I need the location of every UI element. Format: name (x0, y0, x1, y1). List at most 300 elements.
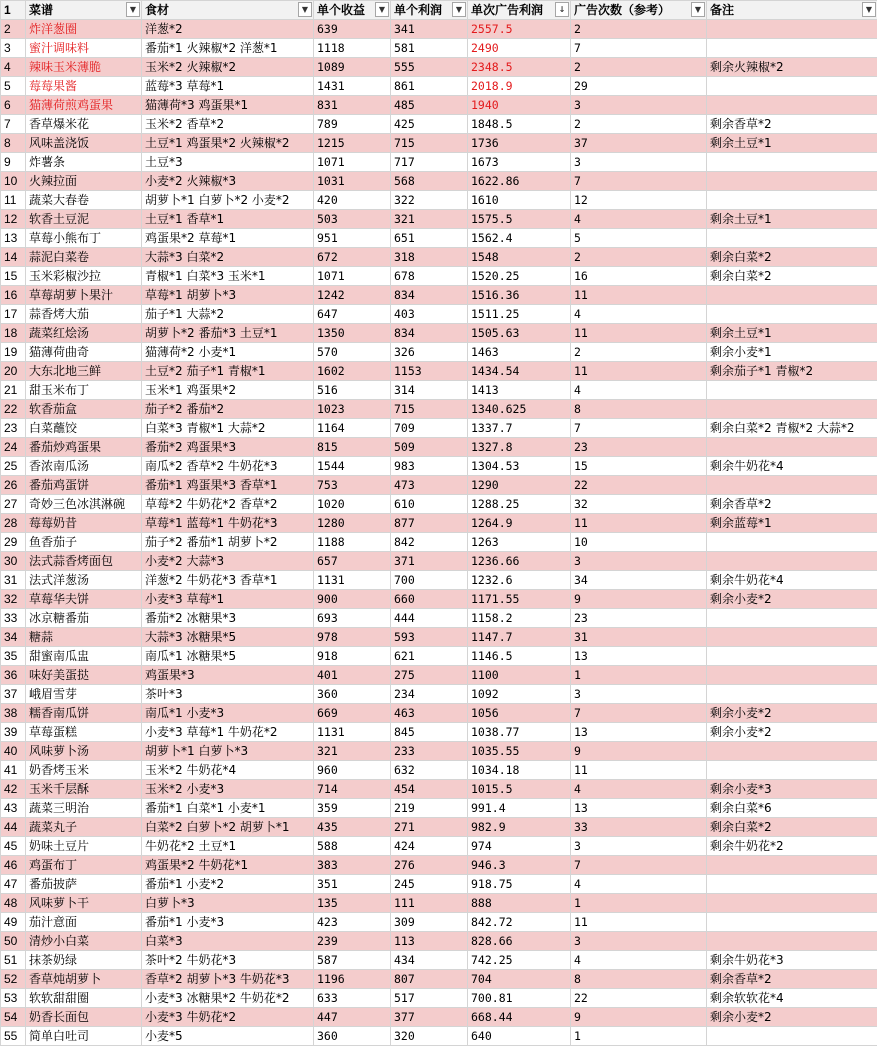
cell-revenue[interactable]: 960 (314, 761, 391, 780)
cell-dish[interactable]: 简单白吐司 (26, 1027, 142, 1046)
cell-profit[interactable]: 593 (391, 628, 468, 647)
cell-ingredients[interactable]: 胡萝卜*1 白萝卜*2 小麦*2 (142, 191, 314, 210)
cell-dish[interactable]: 番茄披萨 (26, 875, 142, 894)
cell-revenue[interactable]: 503 (314, 210, 391, 229)
cell-dish[interactable]: 玉米千层酥 (26, 780, 142, 799)
cell-dish[interactable]: 鸡蛋布丁 (26, 856, 142, 875)
cell-ad-count[interactable]: 34 (571, 571, 707, 590)
cell-dish[interactable]: 软香茄盒 (26, 400, 142, 419)
column-header-ad-profit[interactable] (468, 1, 571, 20)
cell-dish[interactable]: 白菜蘸饺 (26, 419, 142, 438)
cell-revenue[interactable]: 951 (314, 229, 391, 248)
cell-profit[interactable]: 275 (391, 666, 468, 685)
cell-revenue[interactable]: 669 (314, 704, 391, 723)
cell-note[interactable] (707, 438, 877, 457)
cell-profit[interactable]: 454 (391, 780, 468, 799)
cell-ad-profit[interactable]: 2348.5 (468, 58, 571, 77)
cell-dish[interactable]: 法式洋葱汤 (26, 571, 142, 590)
cell-dish[interactable]: 冰京糖番茄 (26, 609, 142, 628)
cell-ingredients[interactable]: 小麦*2 大蒜*3 (142, 552, 314, 571)
cell-note[interactable] (707, 932, 877, 951)
cell-profit[interactable]: 276 (391, 856, 468, 875)
cell-ingredients[interactable]: 南瓜*2 香草*2 牛奶花*3 (142, 457, 314, 476)
cell-ad-profit[interactable]: 1263 (468, 533, 571, 552)
cell-dish[interactable]: 奶味土豆片 (26, 837, 142, 856)
filter-dropdown-icon[interactable]: ▼ (691, 2, 705, 17)
cell-profit[interactable]: 377 (391, 1008, 468, 1027)
cell-note[interactable] (707, 685, 877, 704)
cell-ad-count[interactable]: 5 (571, 229, 707, 248)
cell-revenue[interactable]: 900 (314, 590, 391, 609)
cell-note[interactable]: 剩余牛奶花*4 (707, 457, 877, 476)
cell-profit[interactable]: 371 (391, 552, 468, 571)
cell-note[interactable] (707, 96, 877, 115)
cell-profit[interactable]: 983 (391, 457, 468, 476)
cell-ad-profit[interactable]: 1511.25 (468, 305, 571, 324)
cell-revenue[interactable]: 516 (314, 381, 391, 400)
cell-dish[interactable]: 蔬菜红烩汤 (26, 324, 142, 343)
cell-revenue[interactable]: 978 (314, 628, 391, 647)
cell-profit[interactable]: 271 (391, 818, 468, 837)
cell-ad-profit[interactable]: 1736 (468, 134, 571, 153)
cell-revenue[interactable]: 1131 (314, 571, 391, 590)
cell-profit[interactable]: 403 (391, 305, 468, 324)
cell-note[interactable]: 剩余火辣椒*2 (707, 58, 877, 77)
cell-ingredients[interactable]: 草莓*1 胡萝卜*3 (142, 286, 314, 305)
cell-profit[interactable]: 444 (391, 609, 468, 628)
cell-ad-profit[interactable]: 1327.8 (468, 438, 571, 457)
cell-profit[interactable]: 233 (391, 742, 468, 761)
cell-ingredients[interactable]: 小麦*3 草莓*1 牛奶花*2 (142, 723, 314, 742)
cell-ingredients[interactable]: 茄子*1 大蒜*2 (142, 305, 314, 324)
cell-revenue[interactable]: 815 (314, 438, 391, 457)
cell-dish[interactable]: 蔬菜大春卷 (26, 191, 142, 210)
cell-profit[interactable]: 861 (391, 77, 468, 96)
cell-ad-count[interactable]: 3 (571, 552, 707, 571)
cell-ad-profit[interactable]: 1232.6 (468, 571, 571, 590)
cell-note[interactable] (707, 609, 877, 628)
cell-ingredients[interactable]: 番茄*1 白菜*1 小麦*1 (142, 799, 314, 818)
cell-ingredients[interactable]: 蓝莓*3 草莓*1 (142, 77, 314, 96)
cell-dish[interactable]: 糖蒜 (26, 628, 142, 647)
cell-ad-count[interactable]: 3 (571, 837, 707, 856)
cell-ad-count[interactable]: 2 (571, 115, 707, 134)
cell-ad-count[interactable]: 11 (571, 362, 707, 381)
cell-ad-profit[interactable]: 704 (468, 970, 571, 989)
cell-ad-count[interactable]: 4 (571, 210, 707, 229)
cell-ingredients[interactable]: 土豆*3 (142, 153, 314, 172)
cell-revenue[interactable]: 1071 (314, 267, 391, 286)
column-header-note[interactable] (707, 1, 877, 20)
cell-profit[interactable]: 309 (391, 913, 468, 932)
cell-ingredients[interactable]: 茄子*2 番茄*2 (142, 400, 314, 419)
cell-note[interactable]: 剩余牛奶花*2 (707, 837, 877, 856)
cell-profit[interactable]: 621 (391, 647, 468, 666)
cell-dish[interactable]: 辣味玉米薄脆 (26, 58, 142, 77)
cell-note[interactable] (707, 1027, 877, 1046)
cell-note[interactable]: 剩余香草*2 (707, 115, 877, 134)
cell-profit[interactable]: 845 (391, 723, 468, 742)
cell-profit[interactable]: 807 (391, 970, 468, 989)
cell-revenue[interactable]: 360 (314, 685, 391, 704)
cell-note[interactable] (707, 39, 877, 58)
cell-revenue[interactable]: 1020 (314, 495, 391, 514)
cell-dish[interactable]: 猫薄荷煎鸡蛋果 (26, 96, 142, 115)
cell-ad-count[interactable]: 3 (571, 96, 707, 115)
cell-ad-profit[interactable]: 1562.4 (468, 229, 571, 248)
cell-revenue[interactable]: 447 (314, 1008, 391, 1027)
cell-ingredients[interactable]: 香草*2 胡萝卜*3 牛奶花*3 (142, 970, 314, 989)
cell-profit[interactable]: 717 (391, 153, 468, 172)
cell-ad-count[interactable]: 8 (571, 400, 707, 419)
cell-profit[interactable]: 700 (391, 571, 468, 590)
cell-note[interactable] (707, 476, 877, 495)
cell-revenue[interactable]: 423 (314, 913, 391, 932)
cell-ad-count[interactable]: 32 (571, 495, 707, 514)
cell-ingredients[interactable]: 小麦*5 (142, 1027, 314, 1046)
cell-dish[interactable]: 风味萝卜汤 (26, 742, 142, 761)
cell-ingredients[interactable]: 鸡蛋果*3 (142, 666, 314, 685)
cell-note[interactable]: 剩余牛奶花*3 (707, 951, 877, 970)
cell-ingredients[interactable]: 番茄*1 小麦*3 (142, 913, 314, 932)
cell-note[interactable]: 剩余小麦*2 (707, 1008, 877, 1027)
cell-revenue[interactable]: 1188 (314, 533, 391, 552)
column-header-ad-count[interactable] (571, 1, 707, 20)
cell-dish[interactable]: 香草爆米花 (26, 115, 142, 134)
cell-ad-profit[interactable]: 2490 (468, 39, 571, 58)
cell-revenue[interactable]: 435 (314, 818, 391, 837)
filter-dropdown-icon[interactable]: ▼ (862, 2, 876, 17)
cell-revenue[interactable]: 1089 (314, 58, 391, 77)
cell-ingredients[interactable]: 小麦*3 草莓*1 (142, 590, 314, 609)
cell-ingredients[interactable]: 番茄*1 小麦*2 (142, 875, 314, 894)
cell-note[interactable] (707, 666, 877, 685)
cell-ad-profit[interactable]: 946.3 (468, 856, 571, 875)
cell-profit[interactable]: 111 (391, 894, 468, 913)
cell-ingredients[interactable]: 鸡蛋果*2 牛奶花*1 (142, 856, 314, 875)
cell-revenue[interactable]: 672 (314, 248, 391, 267)
cell-profit[interactable]: 715 (391, 134, 468, 153)
cell-profit[interactable]: 341 (391, 20, 468, 39)
cell-revenue[interactable]: 1031 (314, 172, 391, 191)
cell-ad-count[interactable]: 9 (571, 1008, 707, 1027)
cell-ingredients[interactable]: 土豆*2 茄子*1 青椒*1 (142, 362, 314, 381)
cell-ad-count[interactable]: 8 (571, 970, 707, 989)
cell-note[interactable] (707, 191, 877, 210)
cell-note[interactable]: 剩余白菜*2 (707, 267, 877, 286)
cell-ad-count[interactable]: 1 (571, 666, 707, 685)
cell-ad-profit[interactable]: 2557.5 (468, 20, 571, 39)
cell-ad-profit[interactable]: 742.25 (468, 951, 571, 970)
cell-dish[interactable]: 番茄炒鸡蛋果 (26, 438, 142, 457)
cell-dish[interactable]: 香浓南瓜汤 (26, 457, 142, 476)
cell-ad-profit[interactable]: 1575.5 (468, 210, 571, 229)
cell-profit[interactable]: 517 (391, 989, 468, 1008)
cell-dish[interactable]: 鱼香茄子 (26, 533, 142, 552)
cell-ad-count[interactable]: 4 (571, 381, 707, 400)
cell-ad-count[interactable]: 11 (571, 514, 707, 533)
cell-revenue[interactable]: 383 (314, 856, 391, 875)
cell-note[interactable] (707, 286, 877, 305)
cell-ad-count[interactable]: 2 (571, 58, 707, 77)
cell-ad-profit[interactable]: 1056 (468, 704, 571, 723)
cell-revenue[interactable]: 1431 (314, 77, 391, 96)
cell-note[interactable] (707, 153, 877, 172)
cell-dish[interactable]: 抹茶奶绿 (26, 951, 142, 970)
cell-ingredients[interactable]: 大蒜*3 冰糖果*5 (142, 628, 314, 647)
cell-revenue[interactable]: 714 (314, 780, 391, 799)
cell-note[interactable] (707, 628, 877, 647)
cell-ad-profit[interactable]: 1171.55 (468, 590, 571, 609)
sort-descending-icon[interactable]: ↓ (555, 2, 569, 17)
cell-ad-profit[interactable]: 1015.5 (468, 780, 571, 799)
cell-ad-profit[interactable]: 888 (468, 894, 571, 913)
cell-ingredients[interactable]: 土豆*1 鸡蛋果*2 火辣椒*2 (142, 134, 314, 153)
cell-profit[interactable]: 318 (391, 248, 468, 267)
cell-ad-profit[interactable]: 640 (468, 1027, 571, 1046)
cell-ingredients[interactable]: 白菜*2 白萝卜*2 胡萝卜*1 (142, 818, 314, 837)
cell-ad-profit[interactable]: 1940 (468, 96, 571, 115)
cell-ad-count[interactable]: 13 (571, 647, 707, 666)
cell-dish[interactable]: 软软甜甜圈 (26, 989, 142, 1008)
cell-ad-count[interactable]: 23 (571, 609, 707, 628)
cell-ad-count[interactable]: 2 (571, 20, 707, 39)
cell-revenue[interactable]: 1071 (314, 153, 391, 172)
column-header-ingredients[interactable] (142, 1, 314, 20)
cell-note[interactable] (707, 894, 877, 913)
cell-ad-count[interactable]: 4 (571, 780, 707, 799)
cell-ad-count[interactable]: 3 (571, 685, 707, 704)
cell-note[interactable] (707, 305, 877, 324)
cell-revenue[interactable]: 401 (314, 666, 391, 685)
cell-dish[interactable]: 甜玉米布丁 (26, 381, 142, 400)
cell-revenue[interactable]: 1164 (314, 419, 391, 438)
cell-note[interactable]: 剩余小麦*2 (707, 704, 877, 723)
cell-ad-count[interactable]: 33 (571, 818, 707, 837)
cell-ingredients[interactable]: 茶叶*2 牛奶花*3 (142, 951, 314, 970)
cell-dish[interactable]: 炸洋葱圈 (26, 20, 142, 39)
cell-ad-profit[interactable]: 1516.36 (468, 286, 571, 305)
cell-revenue[interactable]: 587 (314, 951, 391, 970)
cell-ad-count[interactable]: 7 (571, 172, 707, 191)
cell-ingredients[interactable]: 草莓*1 蓝莓*1 牛奶花*3 (142, 514, 314, 533)
cell-ingredients[interactable]: 牛奶花*2 土豆*1 (142, 837, 314, 856)
cell-ad-count[interactable]: 11 (571, 324, 707, 343)
cell-ad-profit[interactable]: 1622.86 (468, 172, 571, 191)
cell-ingredients[interactable]: 土豆*1 香草*1 (142, 210, 314, 229)
cell-ad-profit[interactable]: 1264.9 (468, 514, 571, 533)
cell-ingredients[interactable]: 茄子*2 番茄*1 胡萝卜*2 (142, 533, 314, 552)
cell-dish[interactable]: 草莓小熊布丁 (26, 229, 142, 248)
cell-revenue[interactable]: 1023 (314, 400, 391, 419)
cell-profit[interactable]: 709 (391, 419, 468, 438)
cell-ad-count[interactable]: 2 (571, 248, 707, 267)
cell-dish[interactable]: 清炒小白菜 (26, 932, 142, 951)
cell-note[interactable] (707, 381, 877, 400)
cell-note[interactable]: 剩余小麦*2 (707, 723, 877, 742)
cell-note[interactable] (707, 229, 877, 248)
filter-dropdown-icon[interactable]: ▼ (298, 2, 312, 17)
cell-note[interactable] (707, 856, 877, 875)
cell-ingredients[interactable]: 南瓜*1 冰糖果*5 (142, 647, 314, 666)
cell-ad-profit[interactable]: 1434.54 (468, 362, 571, 381)
cell-ingredients[interactable]: 洋葱*2 (142, 20, 314, 39)
cell-ingredients[interactable]: 白萝卜*3 (142, 894, 314, 913)
cell-revenue[interactable]: 135 (314, 894, 391, 913)
cell-ad-count[interactable]: 29 (571, 77, 707, 96)
filter-dropdown-icon[interactable]: ▼ (375, 2, 389, 17)
cell-ad-count[interactable]: 3 (571, 153, 707, 172)
cell-ingredients[interactable]: 青椒*1 白菜*3 玉米*1 (142, 267, 314, 286)
cell-ad-count[interactable]: 10 (571, 533, 707, 552)
cell-note[interactable]: 剩余蓝莓*1 (707, 514, 877, 533)
cell-revenue[interactable]: 1242 (314, 286, 391, 305)
cell-dish[interactable]: 峨眉雪芽 (26, 685, 142, 704)
cell-dish[interactable]: 莓莓果酱 (26, 77, 142, 96)
cell-profit[interactable]: 632 (391, 761, 468, 780)
cell-note[interactable]: 剩余茄子*1 青椒*2 (707, 362, 877, 381)
cell-note[interactable]: 剩余香草*2 (707, 495, 877, 514)
cell-profit[interactable]: 842 (391, 533, 468, 552)
cell-profit[interactable]: 715 (391, 400, 468, 419)
cell-ingredients[interactable]: 胡萝卜*1 白萝卜*3 (142, 742, 314, 761)
cell-ad-profit[interactable]: 974 (468, 837, 571, 856)
cell-note[interactable] (707, 20, 877, 39)
cell-note[interactable]: 剩余牛奶花*4 (707, 571, 877, 590)
cell-revenue[interactable]: 657 (314, 552, 391, 571)
cell-profit[interactable]: 610 (391, 495, 468, 514)
cell-ad-profit[interactable]: 1505.63 (468, 324, 571, 343)
cell-ingredients[interactable]: 小麦*2 火辣椒*3 (142, 172, 314, 191)
cell-profit[interactable]: 424 (391, 837, 468, 856)
cell-ad-count[interactable]: 15 (571, 457, 707, 476)
cell-dish[interactable]: 草莓华夫饼 (26, 590, 142, 609)
cell-profit[interactable]: 555 (391, 58, 468, 77)
cell-ad-profit[interactable]: 1236.66 (468, 552, 571, 571)
cell-revenue[interactable]: 1196 (314, 970, 391, 989)
cell-revenue[interactable]: 639 (314, 20, 391, 39)
cell-note[interactable]: 剩余小麦*3 (707, 780, 877, 799)
cell-ingredients[interactable]: 白菜*3 (142, 932, 314, 951)
cell-ad-count[interactable]: 1 (571, 1027, 707, 1046)
cell-revenue[interactable]: 321 (314, 742, 391, 761)
cell-dish[interactable]: 风味萝卜干 (26, 894, 142, 913)
cell-profit[interactable]: 877 (391, 514, 468, 533)
cell-note[interactable] (707, 533, 877, 552)
cell-revenue[interactable]: 360 (314, 1027, 391, 1046)
cell-profit[interactable]: 219 (391, 799, 468, 818)
cell-dish[interactable]: 草莓蛋糕 (26, 723, 142, 742)
cell-ad-profit[interactable]: 1158.2 (468, 609, 571, 628)
cell-ingredients[interactable]: 猫薄荷*2 小麦*1 (142, 343, 314, 362)
cell-profit[interactable]: 581 (391, 39, 468, 58)
cell-ad-profit[interactable]: 1038.77 (468, 723, 571, 742)
cell-ingredients[interactable]: 玉米*2 牛奶花*4 (142, 761, 314, 780)
cell-dish[interactable]: 甜蜜南瓜盅 (26, 647, 142, 666)
cell-note[interactable]: 剩余白菜*2 (707, 818, 877, 837)
cell-note[interactable]: 剩余土豆*1 (707, 324, 877, 343)
cell-profit[interactable]: 234 (391, 685, 468, 704)
cell-ad-profit[interactable]: 1100 (468, 666, 571, 685)
cell-revenue[interactable]: 1602 (314, 362, 391, 381)
cell-ad-profit[interactable]: 1288.25 (468, 495, 571, 514)
cell-revenue[interactable]: 588 (314, 837, 391, 856)
cell-ad-count[interactable]: 11 (571, 913, 707, 932)
cell-revenue[interactable]: 420 (314, 191, 391, 210)
cell-ad-profit[interactable]: 1610 (468, 191, 571, 210)
cell-profit[interactable]: 834 (391, 286, 468, 305)
cell-ad-profit[interactable]: 668.44 (468, 1008, 571, 1027)
cell-note[interactable] (707, 552, 877, 571)
cell-dish[interactable]: 蔬菜丸子 (26, 818, 142, 837)
cell-ingredients[interactable]: 番茄*2 鸡蛋果*3 (142, 438, 314, 457)
column-header-profit[interactable] (391, 1, 468, 20)
cell-note[interactable]: 剩余白菜*2 青椒*2 大蒜*2 (707, 419, 877, 438)
cell-ingredients[interactable]: 茶叶*3 (142, 685, 314, 704)
cell-profit[interactable]: 834 (391, 324, 468, 343)
cell-ad-profit[interactable]: 1290 (468, 476, 571, 495)
cell-note[interactable]: 剩余白菜*6 (707, 799, 877, 818)
cell-ad-count[interactable]: 11 (571, 286, 707, 305)
cell-ad-profit[interactable]: 1092 (468, 685, 571, 704)
cell-profit[interactable]: 314 (391, 381, 468, 400)
column-header-dish[interactable] (26, 1, 142, 20)
cell-dish[interactable]: 火辣拉面 (26, 172, 142, 191)
cell-revenue[interactable]: 633 (314, 989, 391, 1008)
cell-dish[interactable]: 法式蒜香烤面包 (26, 552, 142, 571)
cell-ad-count[interactable]: 13 (571, 723, 707, 742)
cell-ingredients[interactable]: 小麦*3 冰糖果*2 牛奶花*2 (142, 989, 314, 1008)
cell-dish[interactable]: 玉米彩椒沙拉 (26, 267, 142, 286)
cell-ingredients[interactable]: 番茄*2 冰糖果*3 (142, 609, 314, 628)
cell-revenue[interactable]: 753 (314, 476, 391, 495)
cell-ingredients[interactable]: 南瓜*1 小麦*3 (142, 704, 314, 723)
cell-revenue[interactable]: 359 (314, 799, 391, 818)
cell-ad-profit[interactable]: 1848.5 (468, 115, 571, 134)
cell-note[interactable] (707, 913, 877, 932)
cell-ad-profit[interactable]: 828.66 (468, 932, 571, 951)
column-header-revenue[interactable] (314, 1, 391, 20)
cell-ad-count[interactable]: 4 (571, 875, 707, 894)
cell-profit[interactable]: 320 (391, 1027, 468, 1046)
cell-ad-profit[interactable]: 991.4 (468, 799, 571, 818)
cell-revenue[interactable]: 789 (314, 115, 391, 134)
cell-note[interactable]: 剩余白菜*2 (707, 248, 877, 267)
cell-dish[interactable]: 蒜香烤大茄 (26, 305, 142, 324)
cell-profit[interactable]: 678 (391, 267, 468, 286)
cell-revenue[interactable]: 693 (314, 609, 391, 628)
cell-ad-count[interactable]: 9 (571, 590, 707, 609)
cell-profit[interactable]: 113 (391, 932, 468, 951)
cell-revenue[interactable]: 1350 (314, 324, 391, 343)
cell-revenue[interactable]: 1131 (314, 723, 391, 742)
cell-ad-profit[interactable]: 1548 (468, 248, 571, 267)
cell-revenue[interactable]: 1118 (314, 39, 391, 58)
cell-ingredients[interactable]: 洋葱*2 牛奶花*3 香草*1 (142, 571, 314, 590)
cell-revenue[interactable]: 1215 (314, 134, 391, 153)
cell-profit[interactable]: 509 (391, 438, 468, 457)
cell-dish[interactable]: 风味盖浇饭 (26, 134, 142, 153)
cell-dish[interactable]: 蜜汁调味料 (26, 39, 142, 58)
cell-ad-count[interactable]: 4 (571, 951, 707, 970)
cell-ingredients[interactable]: 玉米*1 鸡蛋果*2 (142, 381, 314, 400)
cell-ad-profit[interactable]: 1146.5 (468, 647, 571, 666)
cell-profit[interactable]: 321 (391, 210, 468, 229)
cell-ad-count[interactable]: 7 (571, 704, 707, 723)
cell-ingredients[interactable]: 大蒜*3 白菜*2 (142, 248, 314, 267)
cell-dish[interactable]: 莓莓奶昔 (26, 514, 142, 533)
cell-ad-profit[interactable]: 982.9 (468, 818, 571, 837)
